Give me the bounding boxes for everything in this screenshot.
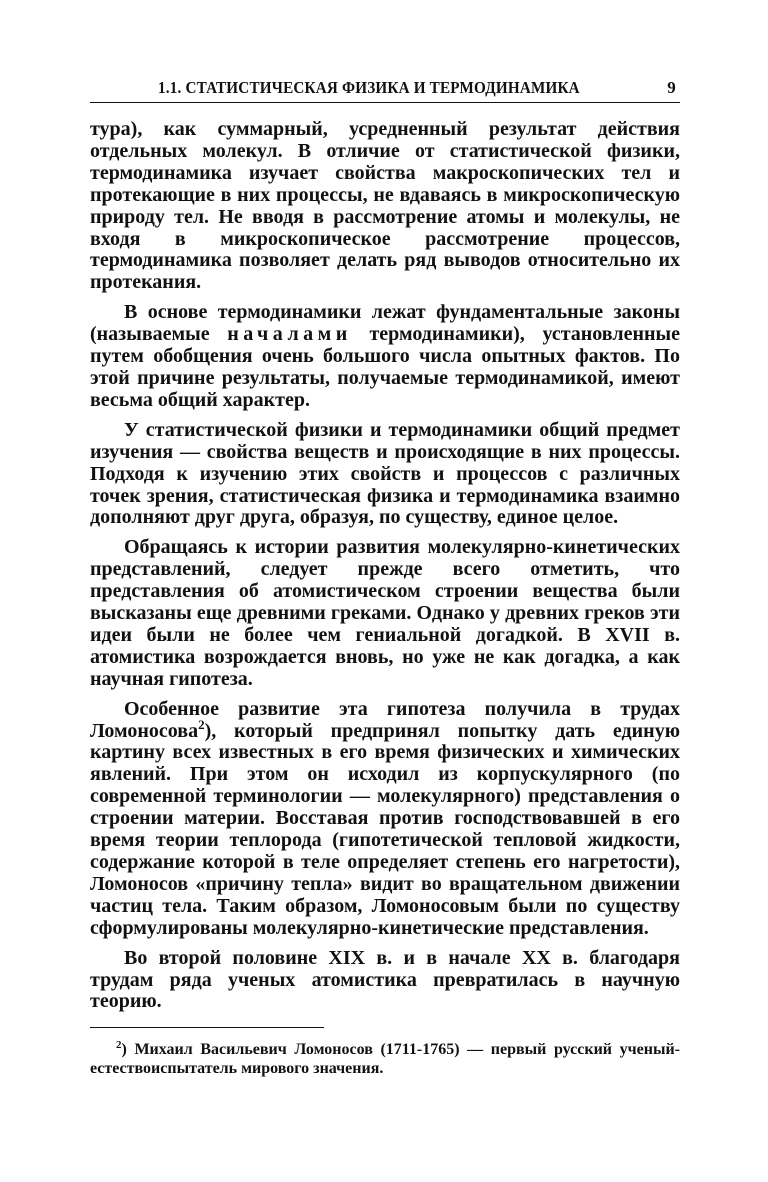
- footnote-marker: 2: [116, 1039, 122, 1052]
- footnote: [90, 1040, 680, 1078]
- paragraph-1: тура), как суммарный, усредненный результат действия отдельных молекул. В отличие от статистической физики, термодинамика изучает свойства макроскопических тел и протекающие в них процессы, не вдаваясь в микроскопическую природу тел. Не вводя в рассмотрение атомы и молекулы, не входя в микроскопическое рассмотрение процессов, термодинамика позволяет делать ряд выводов относительно их протекания.: [90, 118, 680, 294]
- paragraph-2-start: В основе термодинамики лежат фундаментальные законы (называемые: [90, 301, 680, 346]
- paragraph-2-end: термодинамики), установленные путем обобщения очень большого числа опытных фактов. По этой причине результаты, получаемые термодинамикой, имеют весьма общий характер.: [90, 323, 680, 411]
- paragraph-4: Обращаясь к истории развития молекулярно-кинетических представлений, следует прежде всего отметить, что представления об атомистическом строении вещества были высказаны еще древними греками. Однако у древних греков эти идеи были не более чем гениальной догадкой. В XVII в. атомистика возрождается вновь, но уже не как догадка, а как научная гипотеза.: [90, 536, 680, 690]
- paragraph-5-end: ), который предпринял попытку дать единую картину всех известных в его время физических и химических явлений. При этом он исходил из корпускулярного (по современной терминологии — молекулярного) представления о строении материи. Восставая против господствовавшей в его время теории теплорода (гипотетической тепловой жидкости, содержание которой в теле определяет степень его нагретости), Ломоносов «причину тепла» видит во вращательном движении частиц тела. Таким образом, Ломоносовым были по существу сформулированы молекулярно-кинетические представления.: [90, 719, 680, 939]
- paragraph-3: У статистической физики и термодинамики общий предмет изучения — свойства веществ и происходящие в них процессы. Подходя к изучению этих свойств и процессов с различных точек зрения, статистическая физика и термодинамика взаимно дополняют друг друга, образуя, по существу, единое целое.: [90, 418, 680, 529]
- footnote-divider: [90, 1027, 324, 1028]
- paragraph-2: [90, 302, 680, 412]
- running-header: [90, 78, 680, 103]
- footnote-reference[interactable]: 2: [198, 716, 205, 732]
- spaced-term: началами: [227, 323, 352, 346]
- paragraph-5: [90, 699, 680, 940]
- paragraph-6: Во второй половине XIX в. и в начале XX в. благодаря трудам ряда ученых атомистика превратилась в научную теорию.: [90, 946, 680, 1013]
- section-title: 1.1. СТАТИСТИЧЕСКАЯ ФИЗИКА И ТЕРМОДИНАМИКА: [158, 78, 580, 97]
- footnote-text: ) Михаил Васильевич Ломоносов (1711-1765) — первый русский ученый-естествоиспытатель мирового значения.: [90, 1041, 680, 1078]
- paragraph-5-start: Особенное развитие эта гипотеза получила в трудах Ломоносова: [90, 697, 680, 742]
- page-number: 9: [667, 78, 676, 97]
- book-page: [90, 78, 680, 1078]
- body-text: [90, 119, 680, 1013]
